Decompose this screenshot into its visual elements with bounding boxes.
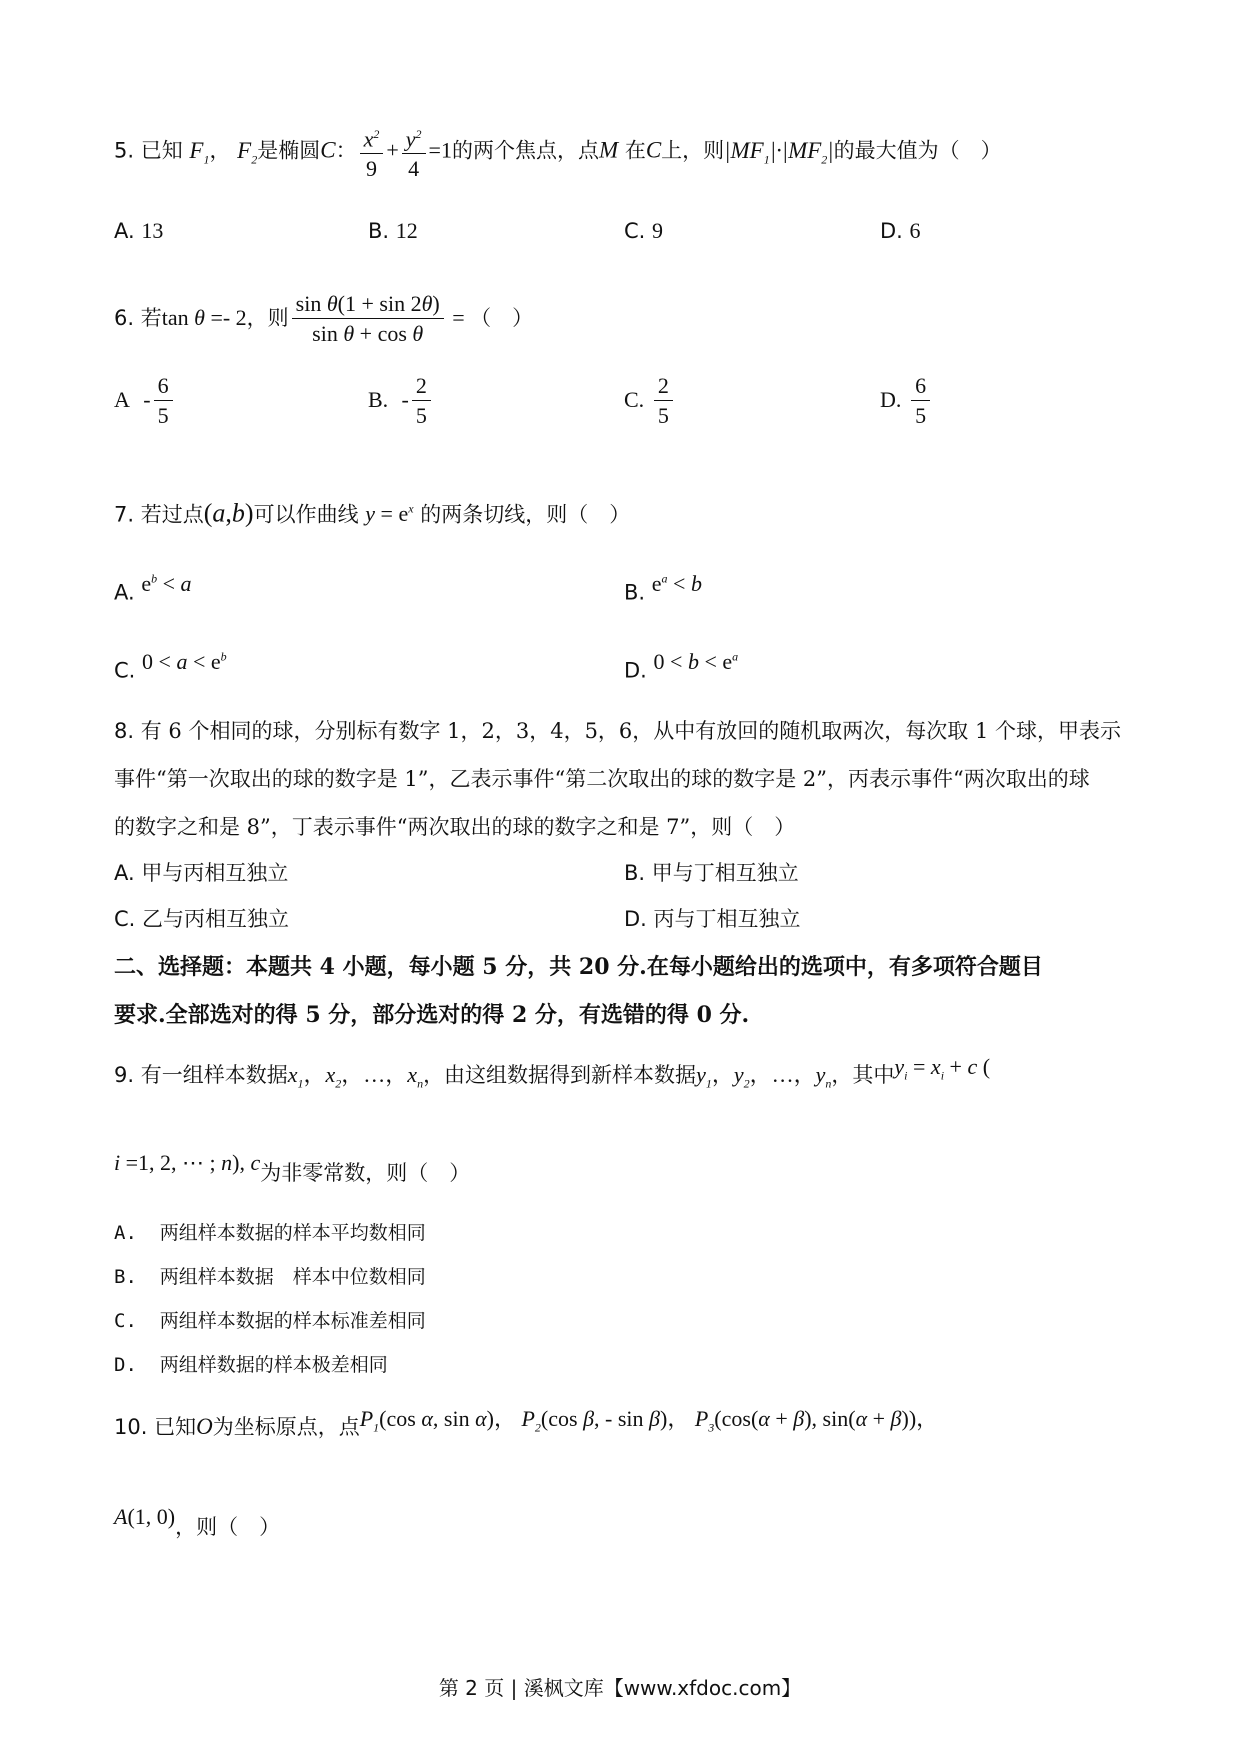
option-b[interactable]: B. 甲与丁相互独立 [624, 861, 799, 885]
option-a[interactable]: A. $e^b < a$ [114, 571, 192, 605]
math-m: M [598, 137, 619, 163]
fraction-y2-4: $\frac{y^2}{4}$ [402, 120, 426, 184]
question-text: （ ） [470, 306, 534, 330]
math-f1: $F_1$ [189, 137, 210, 167]
option-c[interactable]: C. 9 [624, 218, 664, 243]
math-mf1-mf2: $|MF_1|\cdot|MF_2|$ [724, 137, 834, 167]
math-c: C [645, 137, 662, 163]
option-c[interactable]: C. 两组样本数据的样本标准差相同 [114, 1310, 426, 1332]
question-text: 的两条切线，则（ ） [420, 502, 631, 527]
section-heading: 二、选择题：本题共 4 小题，每小题 5 分，共 20 分.在每小题给出的选项中，有多项符合题目 [114, 954, 1043, 980]
math-curve: $y = e^x$ [365, 501, 414, 527]
question-number: 5. [114, 138, 135, 163]
option-a[interactable]: A - $\frac{6}{5}$ [114, 372, 176, 431]
question-text: 若过点 [140, 502, 204, 527]
question-text: 已知 [140, 138, 183, 163]
math-tan: tan θ =- 2 [161, 305, 247, 330]
question-8-line2: 事件“第一次取出的球的数字是 1”，乙表示事件“第二次取出的球的数字是 2”，丙表示事件“两次取出的球 [114, 767, 1090, 791]
option-d[interactable]: D. 6 [880, 218, 921, 243]
option-c[interactable]: C. $\frac{2}{5}$ [624, 372, 676, 431]
question-number: 7. [114, 502, 135, 527]
option-a[interactable]: A. 甲与丙相互独立 [114, 861, 289, 885]
question-text: 可以作曲线 [253, 502, 359, 527]
math-c: C [320, 137, 336, 163]
fraction-trig: $\frac{\text{sin θ(1 + sin 2θ)}}{\text{sin θ + cos θ}}$ [292, 290, 444, 349]
option-c[interactable]: C. 乙与丙相互独立 [114, 907, 290, 931]
question-text: 若 [140, 306, 162, 330]
option-a[interactable]: A. 13 [114, 218, 164, 243]
question-text: 的最大值为（ ） [833, 138, 1002, 163]
option-d[interactable]: D. 两组样数据的样本极差相同 [114, 1354, 388, 1376]
option-c[interactable]: C. $0 < a < e^b$ [114, 649, 227, 683]
question-6: 6. 若tan θ =- 2，则 $\frac{\text{sin θ(1 + sin 2θ)}}{\text{sin θ + cos θ}}$ = （ ） [114, 290, 533, 349]
question-8-line3: 的数字之和是 8”，丁表示事件“两次取出的球的数字之和是 7”，则（ ） [114, 815, 796, 839]
page-footer: 第 2 页 | 溪枫文库【www.xfdoc.com】 [438, 1676, 802, 1700]
option-d[interactable]: D. $\frac{6}{5}$ [880, 372, 933, 431]
math-f2: $F_2$ [237, 137, 258, 167]
math-point-ab: (a,b) [203, 498, 254, 528]
question-text: 上，则 [661, 138, 725, 163]
question-9: 9. 有一组样本数据$x_1$，$x_2$，…，$x_n$，由这组数据得到新样本数据$y_1$，$y_2$，…，$y_n$，其中$y_i = x_i + c$ ( [114, 1054, 991, 1091]
question-10: 10. 已知O为坐标原点，点$P_1(\cos$ α, sin α)， $P_2(\cos$ β, - sin β)， $P_3(\cos(\alpha + \beta)$, sin(α + β))， [114, 1406, 939, 1439]
fraction-x2-9: $\frac{x^2}{9}$ [360, 120, 384, 184]
option-d[interactable]: D. 丙与丁相互独立 [624, 907, 801, 931]
question-9-line2: i =1, 2, ⋯ ; n), c为非零常数，则（ ） [114, 1150, 471, 1185]
question-7 [114, 494, 630, 529]
question-text: 在 [624, 138, 646, 163]
question-text: 是椭圆 [257, 138, 321, 163]
question-5: 5. 已知 $F_1$， $F_2$是椭圆C： $\frac{x^2}{9}$ + $\frac{y^2}{4}$ =1的两个焦点，点M 在C上，则$|MF_1|\cdot|MF_2|$的最大值为（ ） [114, 120, 1002, 184]
question-text: 的两个焦点，点 [451, 138, 599, 163]
option-a[interactable]: A. 两组样本数据的样本平均数相同 [114, 1222, 426, 1244]
option-b[interactable]: B. - $\frac{2}{5}$ [368, 372, 434, 431]
option-b[interactable]: B. 两组样本数据 样本中位数相同 [114, 1266, 426, 1288]
question-number: 6. [114, 306, 135, 330]
question-10-line2: A(1, 0)，则（ ） [114, 1504, 281, 1539]
question-8: 8. 有 6 个相同的球，分别标有数字 1，2，3，4，5，6，从中有放回的随机取两次，每次取 1 个球，甲表示 [114, 719, 1121, 743]
option-d[interactable]: D. $0 < b < e^a$ [624, 649, 739, 683]
question-text: ，则 [246, 306, 289, 330]
option-b[interactable]: B. 12 [368, 218, 418, 243]
option-b[interactable]: B. $e^a < b$ [624, 571, 702, 605]
section-heading-line2: 要求.全部选对的得 5 分，部分选对的得 2 分，有选错的得 0 分. [114, 1002, 750, 1028]
